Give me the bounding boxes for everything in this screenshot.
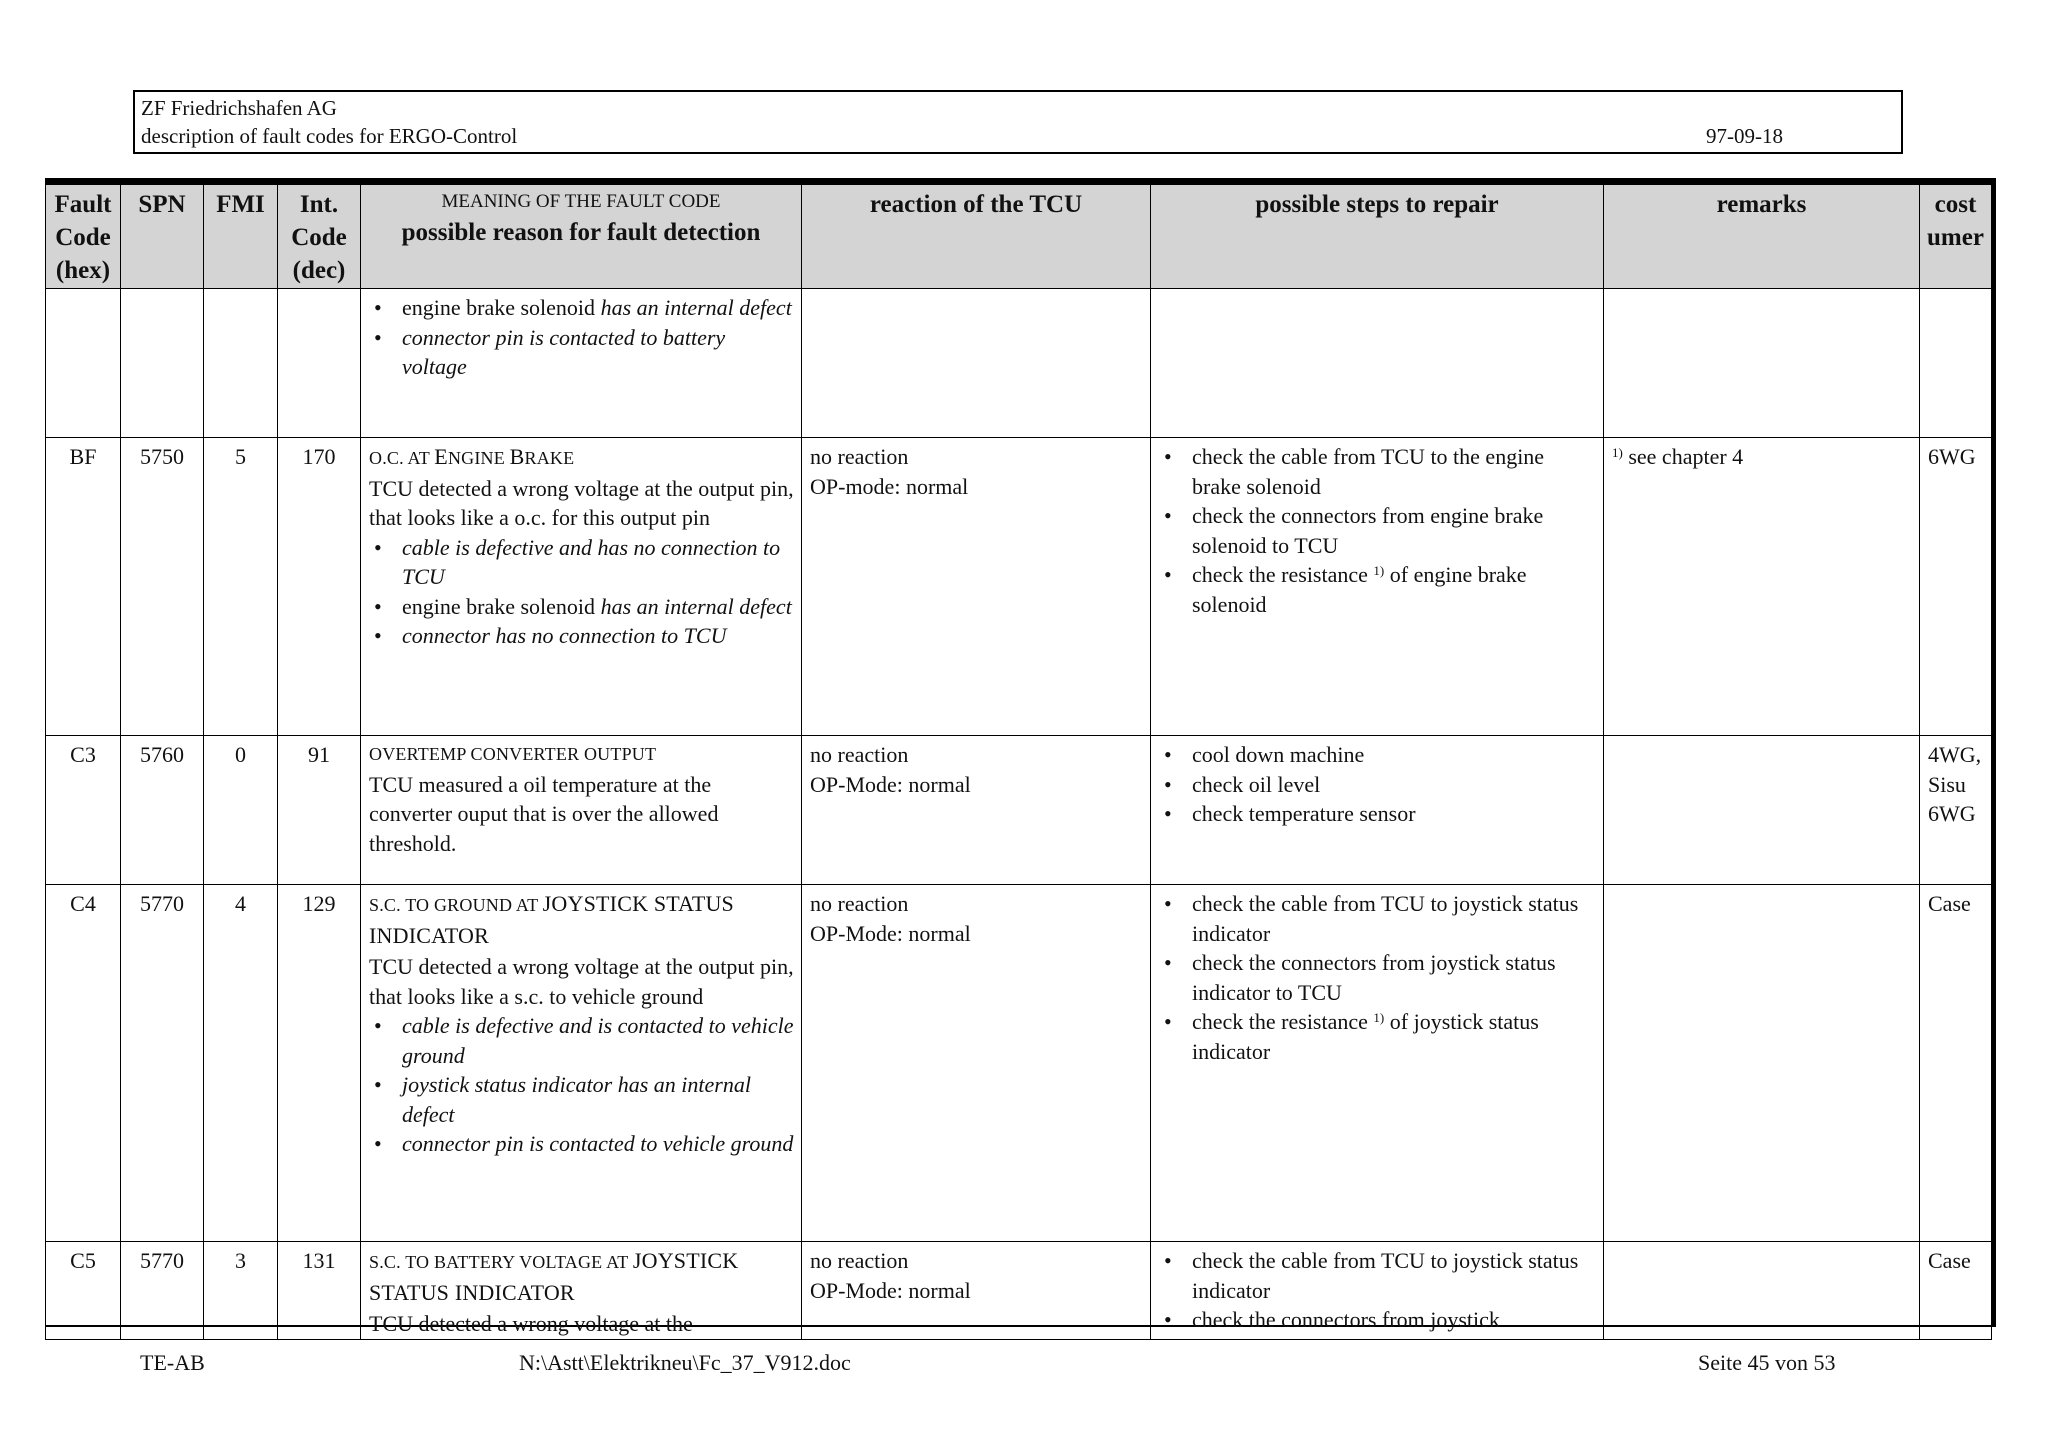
cell-fmi: 3	[204, 1242, 278, 1340]
reaction-line: no reaction	[810, 444, 909, 469]
fault-code-table	[45, 178, 1996, 1336]
col-reaction: reaction of the TCU	[802, 185, 1151, 289]
footer-file-path: N:\Astt\Elektrikneu\Fc_37_V912.doc	[519, 1350, 851, 1375]
reaction-line: no reaction	[810, 891, 909, 916]
cell-empty	[46, 289, 121, 438]
col-customer: cost umer	[1920, 185, 1992, 289]
reaction-line: OP-Mode: normal	[810, 1277, 971, 1303]
fault-description: TCU detected a wrong voltage at the output pin, that looks like a s.c. to vehicle ground	[369, 954, 794, 1009]
list-item: • check temperature sensor	[1159, 799, 1597, 829]
col-fault-code: Fault Code (hex)	[46, 185, 121, 289]
repair-steps-list	[1159, 1246, 1597, 1335]
list-item: • check the connectors from joystick status indicator to TCU	[1159, 948, 1597, 1007]
list-item: • cable is defective and has no connection to TCU	[369, 533, 795, 592]
cell-fault-code: C5	[46, 1242, 121, 1340]
cell-meaning	[361, 885, 802, 1242]
reason-list	[369, 533, 795, 651]
cell-remarks: $^{1)}$ see chapter 4	[1604, 438, 1920, 736]
reaction-line: no reaction	[810, 1248, 909, 1273]
fault-description: TCU detected a wrong voltage at the output pin, that looks like a o.c. for this output pin	[369, 475, 794, 530]
repair-steps-list	[1159, 740, 1597, 829]
cell-reaction	[802, 1242, 1151, 1340]
list-item: • cool down machine	[1159, 740, 1597, 770]
col-meaning-top: MEANING OF THE FAULT CODE	[441, 191, 721, 212]
cell-int-code: 91	[278, 736, 361, 885]
cell-meaning	[361, 289, 802, 438]
cell-empty	[1920, 289, 1992, 438]
fault-title: S.C. TO GROUND AT JOYSTICK STATUS INDICATOR	[369, 891, 734, 948]
footer-page-number: Seite 45 von 53	[1698, 1350, 1836, 1375]
col-meaning	[361, 185, 802, 289]
col-meaning-bottom: possible reason for fault detection	[401, 219, 761, 246]
fault-title: O.C. AT ENGINE BRAKE	[369, 444, 575, 469]
list-item: • check the resistance $^{1)}$ of joystick status indicator	[1159, 1007, 1597, 1066]
cell-meaning	[361, 1242, 802, 1340]
cell-customer	[1920, 736, 1992, 885]
cell-empty	[802, 289, 1151, 438]
customer-line: 6WG	[1928, 801, 1976, 826]
cell-customer: 6WG	[1920, 438, 1992, 736]
cell-fault-code: C3	[46, 736, 121, 885]
list-item: • check the resistance $^{1)}$ of engine brake solenoid	[1159, 560, 1597, 619]
cell-reaction	[802, 885, 1151, 1242]
reason-list	[369, 293, 795, 382]
list-item: • check oil level	[1159, 770, 1597, 800]
list-item: • cable is defective and is contacted to vehicle ground	[369, 1011, 795, 1070]
cell-steps	[1151, 736, 1604, 885]
document-header-box	[133, 90, 1903, 154]
cell-spn: 5770	[121, 885, 204, 1242]
cell-fmi: 0	[204, 736, 278, 885]
fault-description: TCU detected a wrong voltage at the	[369, 1311, 693, 1336]
document-description: description of fault codes for ERGO-Control	[141, 124, 518, 148]
list-item: • check the cable from TCU to joystick status indicator	[1159, 889, 1597, 948]
cell-customer: Case	[1920, 885, 1992, 1242]
cell-spn: 5770	[121, 1242, 204, 1340]
cell-meaning	[361, 736, 802, 885]
list-item: • engine brake solenoid has an internal defect	[369, 293, 795, 323]
cell-int-code: 129	[278, 885, 361, 1242]
cell-empty	[121, 289, 204, 438]
list-item: • connector has no connection to TCU	[369, 621, 795, 651]
document-date: 97-09-18	[1706, 124, 1783, 148]
col-spn: SPN	[121, 185, 204, 289]
cell-spn: 5760	[121, 736, 204, 885]
list-item: • check the connectors from engine brake solenoid to TCU	[1159, 501, 1597, 560]
repair-steps-list	[1159, 442, 1597, 619]
list-item: • connector pin is contacted to battery voltage	[369, 323, 795, 382]
table-row	[46, 289, 1992, 438]
cell-fault-code: C4	[46, 885, 121, 1242]
col-fmi: FMI	[204, 185, 278, 289]
cell-customer: Case	[1920, 1242, 1992, 1340]
fault-title: S.C. TO BATTERY VOLTAGE AT JOYSTICK STATUS INDICATOR	[369, 1248, 739, 1305]
cell-empty	[1604, 885, 1920, 1242]
list-item: • check the connectors from joystick	[1159, 1305, 1597, 1335]
table-row	[46, 1242, 1992, 1340]
cell-steps	[1151, 438, 1604, 736]
table-row	[46, 736, 1992, 885]
cell-empty	[1604, 1242, 1920, 1340]
reaction-line: OP-Mode: normal	[810, 771, 971, 797]
cell-meaning	[361, 438, 802, 736]
list-item: • connector pin is contacted to vehicle ground	[369, 1129, 795, 1159]
cell-reaction	[802, 736, 1151, 885]
cell-spn: 5750	[121, 438, 204, 736]
list-item: • check the cable from TCU to joystick status indicator	[1159, 1246, 1597, 1305]
cell-empty	[278, 289, 361, 438]
table-header-row	[46, 185, 1992, 289]
list-item: • engine brake solenoid has an internal defect	[369, 592, 795, 622]
table-row	[46, 438, 1992, 736]
list-item: • joystick status indicator has an internal defect	[369, 1070, 795, 1129]
col-steps: possible steps to repair	[1151, 185, 1604, 289]
cell-empty	[1151, 289, 1604, 438]
reason-list	[369, 1011, 795, 1159]
reaction-line: no reaction	[810, 742, 909, 767]
list-item: • check the cable from TCU to the engine brake solenoid	[1159, 442, 1597, 501]
cell-reaction	[802, 438, 1151, 736]
fault-title: OVERTEMP CONVERTER OUTPUT	[369, 744, 657, 764]
reaction-line: OP-mode: normal	[810, 473, 969, 499]
cell-fmi: 4	[204, 885, 278, 1242]
footer-department: TE-AB	[140, 1350, 205, 1375]
repair-steps-list	[1159, 889, 1597, 1066]
customer-line: 4WG,	[1928, 742, 1982, 767]
company-name: ZF Friedrichshafen AG	[141, 96, 337, 120]
cell-steps	[1151, 885, 1604, 1242]
cell-empty	[1604, 289, 1920, 438]
cell-int-code: 131	[278, 1242, 361, 1340]
table-row	[46, 885, 1992, 1242]
cell-fault-code: BF	[46, 438, 121, 736]
cell-int-code: 170	[278, 438, 361, 736]
cell-steps	[1151, 1242, 1604, 1340]
cell-fmi: 5	[204, 438, 278, 736]
cell-empty	[204, 289, 278, 438]
col-remarks: remarks	[1604, 185, 1920, 289]
col-int-code: Int. Code (dec)	[278, 185, 361, 289]
customer-line: Sisu	[1928, 771, 1966, 797]
reaction-line: OP-Mode: normal	[810, 920, 971, 946]
fault-description: TCU measured a oil temperature at the converter ouput that is over the allowed threshold.	[369, 771, 719, 856]
cell-empty	[1604, 736, 1920, 885]
